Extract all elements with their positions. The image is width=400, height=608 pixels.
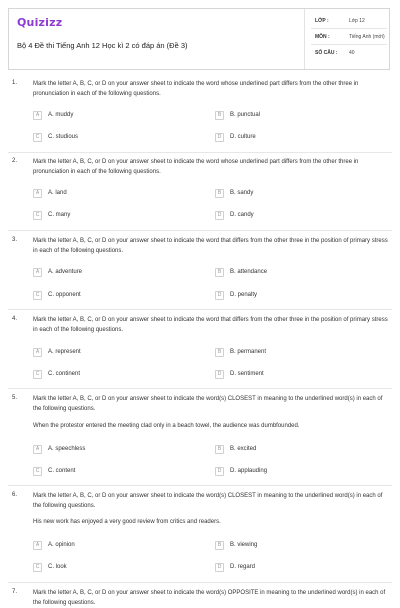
option-letter-badge: D	[215, 370, 224, 379]
question-number: 5.	[12, 395, 18, 401]
question-divider	[8, 152, 392, 153]
option-text: B. permanent	[230, 349, 267, 355]
option-text: D. candy	[230, 212, 254, 218]
option-a[interactable]	[33, 444, 85, 454]
option-text: B. attendance	[230, 269, 268, 275]
question-number: 6.	[12, 492, 18, 498]
option-text: D. penalty	[230, 292, 258, 298]
quizizz-logo: Quizizz	[17, 16, 63, 29]
option-text: B. sandy	[230, 190, 254, 196]
option-c[interactable]	[33, 210, 70, 220]
option-a[interactable]	[33, 188, 67, 198]
document-header	[8, 8, 390, 70]
meta-divider	[311, 44, 387, 45]
question-number: 7.	[12, 589, 18, 595]
option-text: B. viewing	[230, 542, 258, 548]
option-d[interactable]	[215, 369, 264, 379]
option-c[interactable]	[33, 369, 80, 379]
option-text: C. many	[48, 212, 71, 218]
question-number: 3.	[12, 237, 18, 243]
option-letter-badge: C	[33, 133, 42, 142]
meta-class-label: LỚP :	[315, 18, 329, 24]
option-text: C. studious	[48, 134, 79, 140]
option-letter-badge: C	[33, 211, 42, 220]
option-text: A. represent	[48, 349, 81, 355]
option-d[interactable]	[215, 466, 267, 476]
option-text: A. muddy	[48, 112, 74, 118]
option-letter-badge: B	[215, 445, 224, 454]
question-text: Mark the letter A, B, C, or D on your answer sheet to indicate the word(s) OPPOSITE in meaning to the underlined word(s) in each of the following questions.	[33, 590, 386, 606]
option-text: D. sentiment	[230, 371, 264, 377]
option-text: C. continent	[48, 371, 81, 377]
option-a[interactable]	[33, 540, 75, 550]
meta-count-value: 40	[349, 50, 355, 56]
option-text: A. speechless	[48, 446, 86, 452]
option-text: D. applauding	[230, 468, 268, 474]
question-sentence: When the protestor entered the meeting clad only in a beach towel, the audience was dumbfounded.	[33, 423, 300, 429]
option-a[interactable]	[33, 110, 73, 120]
option-text: A. land	[48, 190, 67, 196]
document-title: Bộ 4 Đề thi Tiếng Anh 12 Học kì 2 có đáp án (Đề 3)	[17, 41, 188, 50]
option-text: B. punctual	[230, 112, 261, 118]
option-letter-badge: A	[33, 541, 42, 550]
meta-count-row	[307, 47, 391, 61]
meta-class-value: Lớp 12	[349, 18, 365, 24]
option-text: D. regard	[230, 564, 256, 570]
option-letter-badge: B	[215, 111, 224, 120]
option-text: C. opponent	[48, 292, 81, 298]
option-a[interactable]	[33, 267, 82, 277]
option-b[interactable]	[215, 267, 267, 277]
question-divider	[8, 230, 392, 231]
question-text: Mark the letter A, B, C, or D on your answer sheet to indicate the word that differs from the other three in the position of primary stress in each of the following questions.	[33, 317, 388, 333]
meta-class-row	[307, 15, 391, 29]
option-d[interactable]	[215, 132, 256, 142]
option-letter-badge: C	[33, 291, 42, 300]
option-text: A. adventure	[48, 269, 83, 275]
meta-subject-label: MÔN :	[315, 34, 330, 40]
meta-divider	[311, 28, 387, 29]
option-letter-badge: A	[33, 445, 42, 454]
option-b[interactable]	[215, 188, 253, 198]
option-text: D. culture	[230, 134, 256, 140]
option-letter-badge: D	[215, 291, 224, 300]
question-text: Mark the letter A, B, C, or D on your answer sheet to indicate the word whose underlined part differs from the other three in pronunciation in each of the following questions.	[33, 81, 359, 97]
option-c[interactable]	[33, 132, 78, 142]
option-letter-badge: D	[215, 563, 224, 572]
meta-subject-value: Tiếng Anh (mới)	[349, 34, 385, 40]
option-c[interactable]	[33, 562, 67, 572]
option-letter-badge: D	[215, 211, 224, 220]
option-text: B. excited	[230, 446, 257, 452]
option-letter-badge: C	[33, 370, 42, 379]
option-letter-badge: B	[215, 541, 224, 550]
option-letter-badge: B	[215, 268, 224, 277]
option-letter-badge: D	[215, 133, 224, 142]
option-text: C. content	[48, 468, 76, 474]
option-a[interactable]	[33, 347, 81, 357]
question-number: 1.	[12, 80, 18, 86]
question-text: Mark the letter A, B, C, or D on your answer sheet to indicate the word(s) CLOSEST in meaning to the underlined word(s) in each of the following questions.	[33, 396, 383, 412]
option-d[interactable]	[215, 210, 254, 220]
question-divider	[8, 582, 392, 583]
option-letter-badge: A	[33, 348, 42, 357]
option-d[interactable]	[215, 290, 257, 300]
option-text: A. opinion	[48, 542, 75, 548]
option-letter-badge: C	[33, 563, 42, 572]
header-separator	[304, 9, 305, 69]
option-b[interactable]	[215, 110, 260, 120]
option-letter-badge: C	[33, 467, 42, 476]
option-b[interactable]	[215, 540, 257, 550]
question-divider	[8, 388, 392, 389]
question-divider	[8, 309, 392, 310]
option-c[interactable]	[33, 290, 81, 300]
option-letter-badge: A	[33, 111, 42, 120]
option-letter-badge: B	[215, 348, 224, 357]
option-letter-badge: A	[33, 189, 42, 198]
option-text: C. look	[48, 564, 67, 570]
meta-subject-row	[307, 31, 391, 45]
option-c[interactable]	[33, 466, 75, 476]
question-number: 4.	[12, 316, 18, 322]
meta-count-label: SỐ CÂU :	[315, 50, 338, 56]
option-letter-badge: D	[215, 467, 224, 476]
question-text: Mark the letter A, B, C, or D on your answer sheet to indicate the word(s) CLOSEST in meaning to the underlined word(s) in each of the following questions.	[33, 493, 383, 509]
option-d[interactable]	[215, 562, 255, 572]
question-divider	[8, 485, 392, 486]
question-sentence: His new work has enjoyed a very good review from critics and readers.	[33, 519, 221, 525]
option-letter-badge: A	[33, 268, 42, 277]
option-b[interactable]	[215, 444, 256, 454]
question-text: Mark the letter A, B, C, or D on your answer sheet to indicate the word whose underlined part differs from the other three in pronunciation in each of the following questions.	[33, 159, 359, 175]
option-letter-badge: B	[215, 189, 224, 198]
question-text: Mark the letter A, B, C, or D on your answer sheet to indicate the word that differs from the other three in the position of primary stress in each of the following questions.	[33, 238, 388, 254]
option-b[interactable]	[215, 347, 266, 357]
question-number: 2.	[12, 158, 18, 164]
